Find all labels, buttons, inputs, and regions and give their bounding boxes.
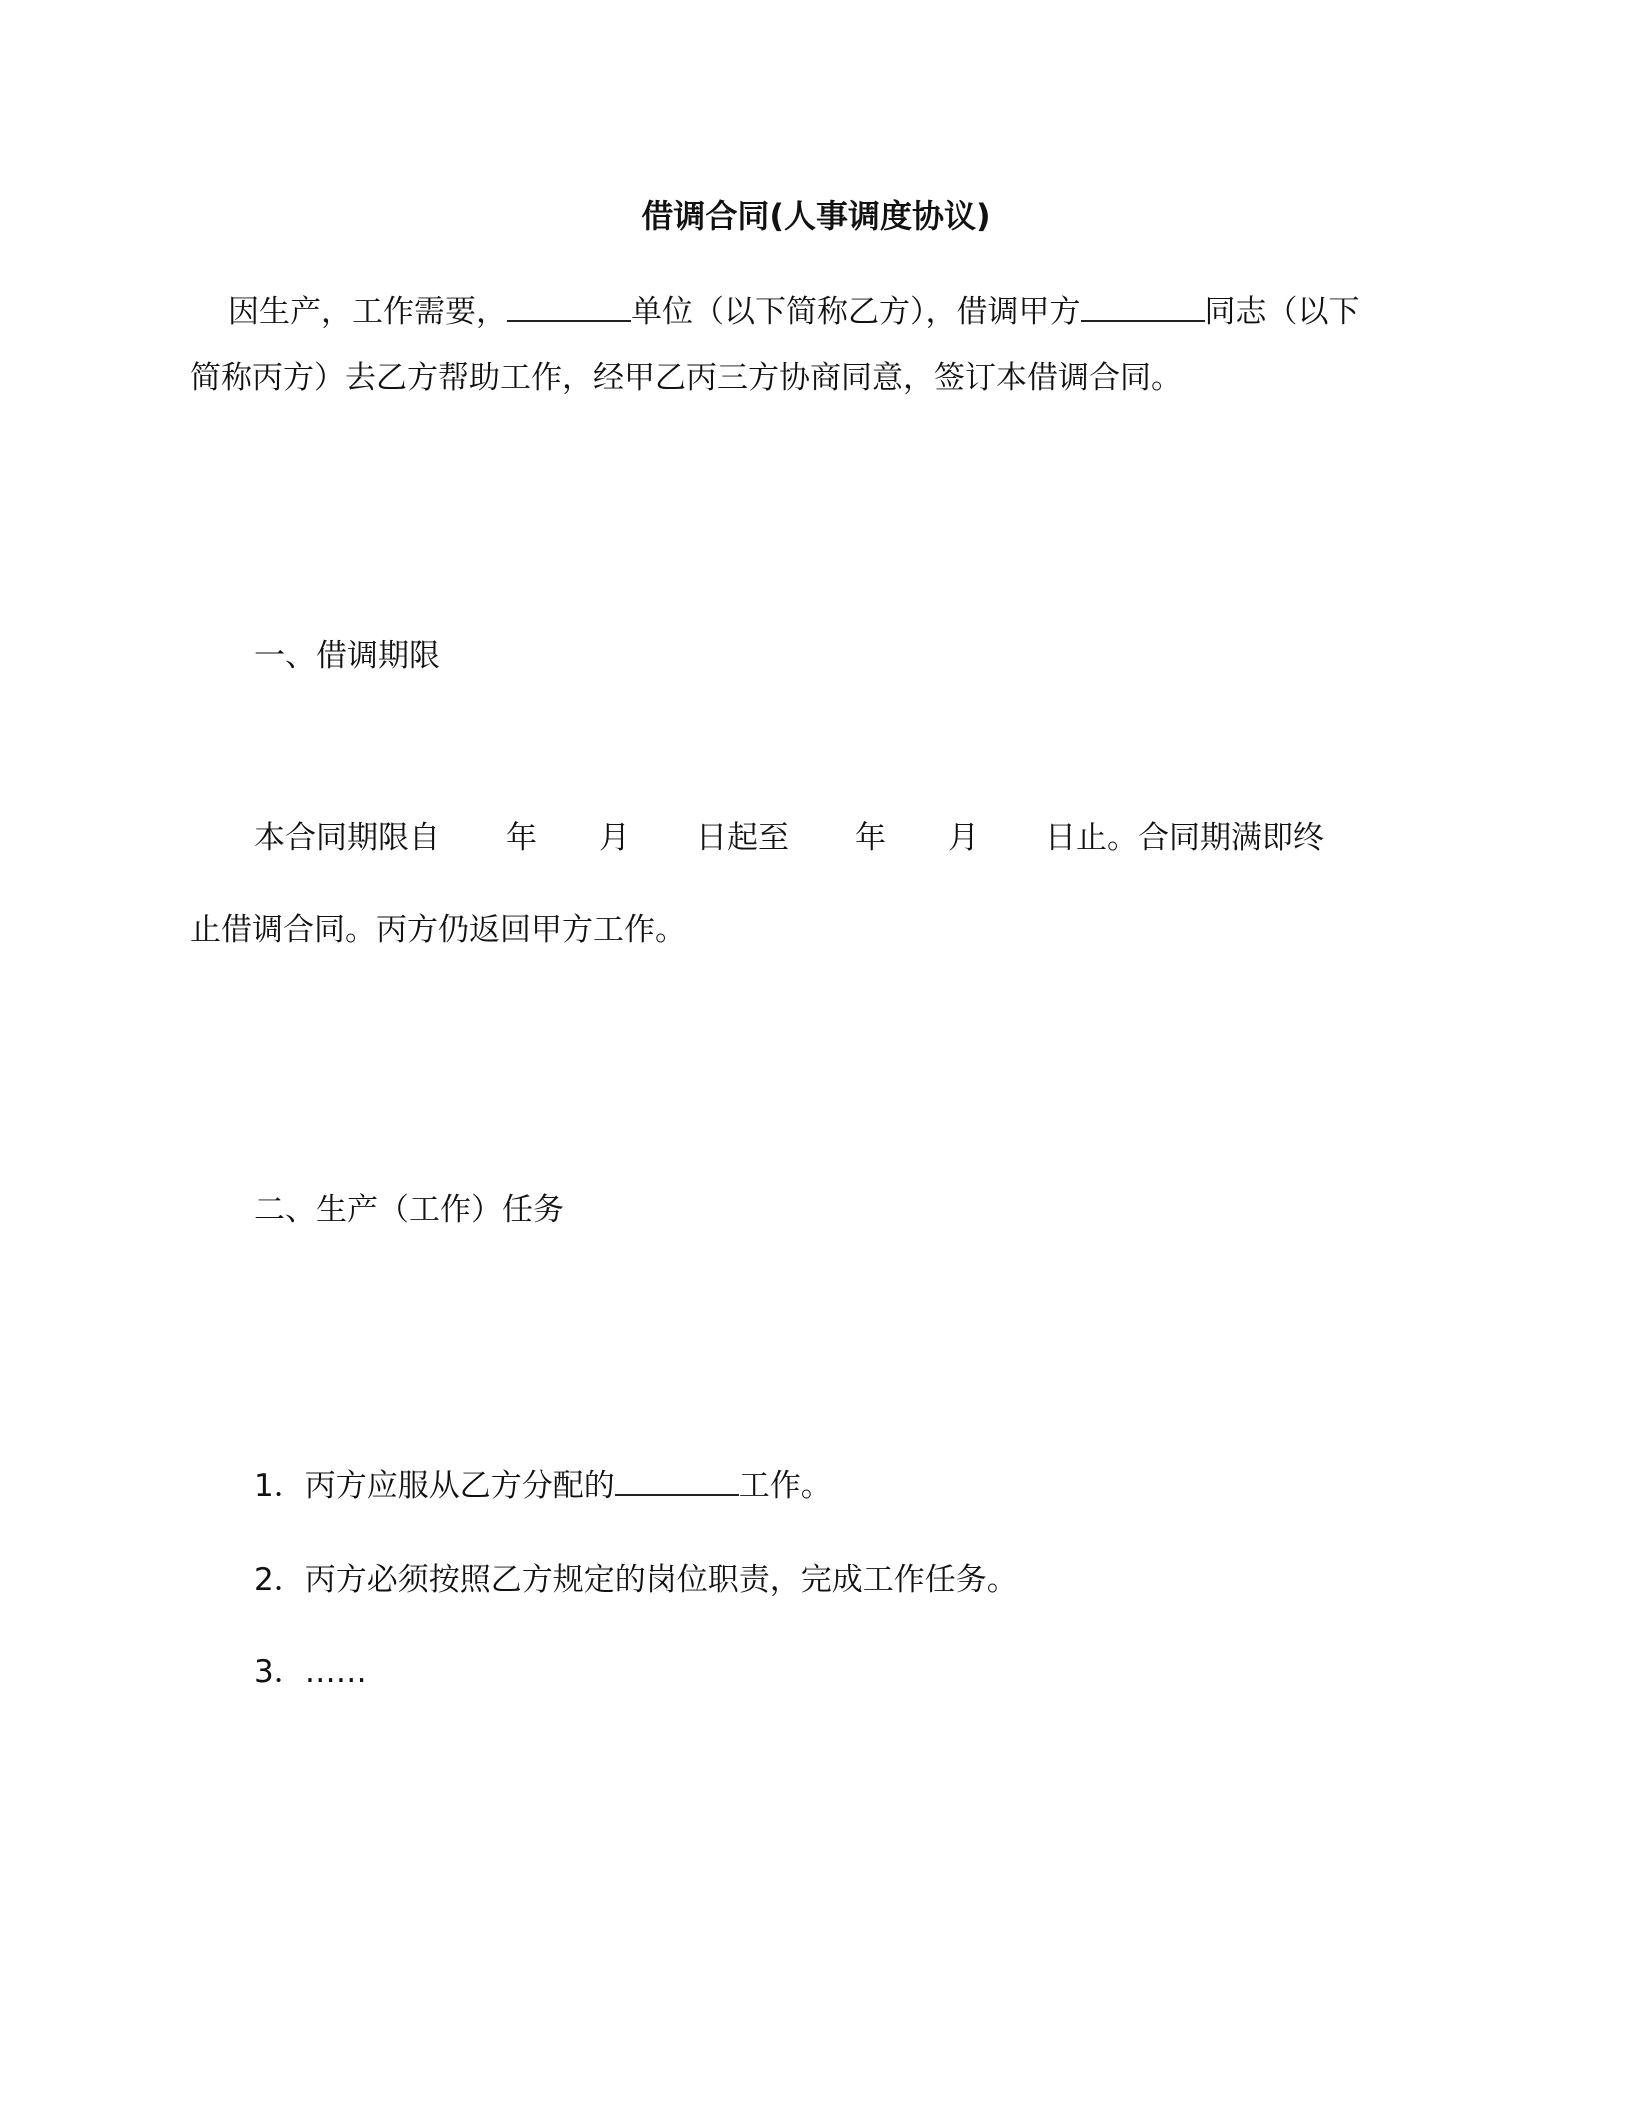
term-year-2: 年 [855, 820, 886, 856]
list-item [254, 1652, 367, 1692]
term-start-text: 本合同期限自 [254, 820, 440, 856]
document-title: 借调合同(人事调度协议) [641, 197, 991, 235]
section-2-heading: 二、生产（工作）任务 [254, 1192, 564, 1228]
section-1-heading: 一、借调期限 [254, 638, 440, 674]
intro-text-2: 单位（以下简称乙方），借调甲方 [631, 294, 1081, 330]
list-item [254, 1466, 832, 1506]
assigned-work-blank[interactable] [615, 1466, 739, 1496]
term-line-2: 止借调合同。丙方仍返回甲方工作。 [190, 912, 686, 948]
unit-name-blank[interactable] [507, 292, 631, 322]
intro-text-3: 同志（以下 [1204, 294, 1360, 330]
term-year-1: 年 [506, 820, 537, 856]
comrade-name-blank[interactable] [1081, 292, 1205, 322]
list-item-text-end: 工作。 [738, 1468, 832, 1504]
term-day-1: 日起至 [696, 820, 789, 856]
intro-paragraph-line-2: 简称丙方）去乙方帮助工作，经甲乙丙三方协商同意，签订本借调合同。 [190, 360, 1182, 396]
list-item-text: 丙方应服从乙方分配的 [304, 1468, 615, 1504]
list-item-number: 1． [254, 1468, 305, 1504]
list-item-text: …… [304, 1654, 367, 1690]
term-line-1 [254, 818, 1324, 858]
list-item-number: 3． [254, 1654, 305, 1690]
term-day-2: 日止。合同期满即终 [1045, 820, 1324, 856]
term-month-2: 月 [948, 820, 979, 856]
term-month-1: 月 [599, 820, 630, 856]
list-item [254, 1560, 1018, 1600]
intro-text-1: 因生产，工作需要， [228, 294, 507, 330]
list-item-number: 2． [254, 1562, 305, 1598]
intro-paragraph-line-1 [228, 292, 1360, 332]
list-item-text: 丙方必须按照乙方规定的岗位职责，完成工作任务。 [304, 1562, 1018, 1598]
